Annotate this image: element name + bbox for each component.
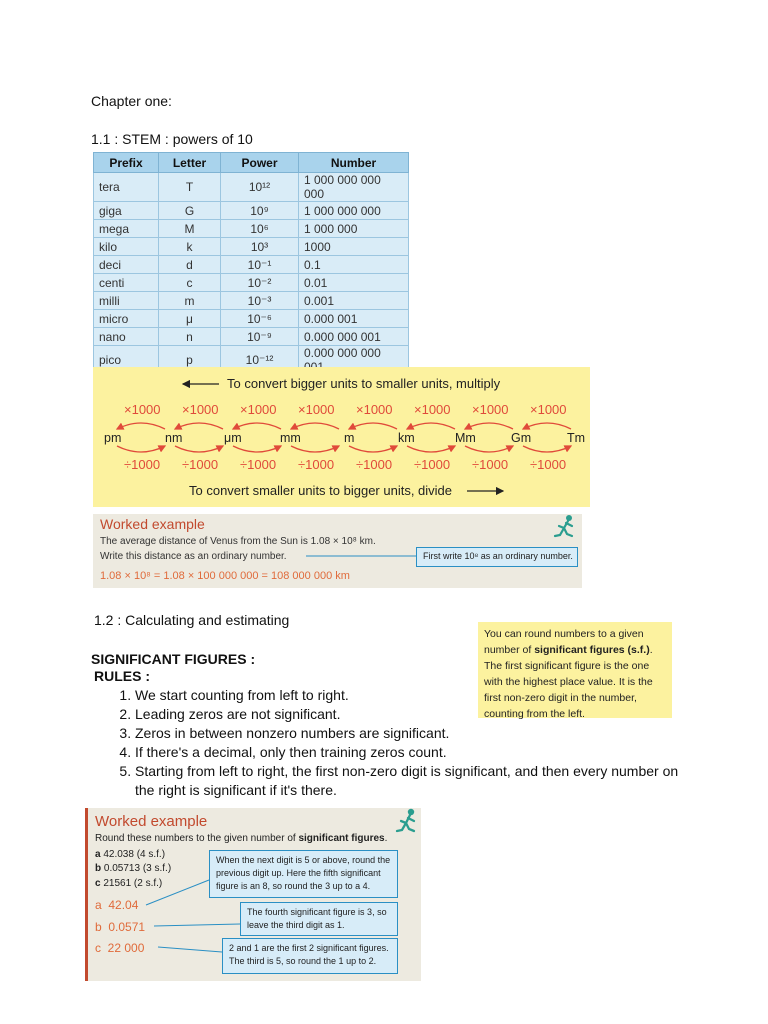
cell-number: 0.001 xyxy=(299,292,409,310)
multiply-label: ×1000 xyxy=(414,402,451,417)
cell-prefix: deci xyxy=(94,256,159,274)
unit-label: m xyxy=(344,431,355,445)
cell-letter: G xyxy=(159,202,221,220)
cell-power: 10⁹ xyxy=(221,202,299,220)
cell-prefix: tera xyxy=(94,173,159,202)
cell-number: 0.000 000 000 xyxy=(299,346,409,375)
worked-example-2 xyxy=(85,808,421,981)
cell-letter: d xyxy=(159,256,221,274)
question-text: 0.05713 (3 s.f.) xyxy=(103,863,172,874)
divide-arc-icon xyxy=(175,446,223,452)
divide-label: ÷1000 xyxy=(124,457,161,472)
cell-number: 0.000 000 001 xyxy=(299,328,409,346)
cell-prefix: milli xyxy=(94,292,159,310)
cell-number: 0.01 xyxy=(299,274,409,292)
worked-example-line-2: Write this distance as an ordinary number. xyxy=(100,551,287,562)
cell-power: 10⁻³ xyxy=(221,292,299,310)
divide-label: ÷1000 xyxy=(530,457,567,472)
divide-arc-icon xyxy=(407,446,455,452)
answer-letter: b xyxy=(95,920,102,934)
divide-arc-icon xyxy=(291,446,339,452)
divide-instruction: To convert smaller units to bigger units, divide xyxy=(189,483,453,498)
multiply-arc-icon xyxy=(523,423,571,429)
divide-arc-icon xyxy=(117,446,165,452)
cell-power: 10³ xyxy=(221,238,299,256)
worked-example-title: Worked example xyxy=(100,516,205,532)
list-item: 5. Starting from left to right, the first non-zero digit is significant, and then every number on the right is significant if it's there. xyxy=(135,762,695,800)
header-power: Power xyxy=(221,153,299,173)
divide-arc-icon xyxy=(465,446,513,452)
list-item: 3. Zeros in between nonzero numbers are significant. xyxy=(135,724,695,743)
section-1-title: 1.1 : STEM : powers of 10 xyxy=(91,131,253,147)
cell-letter: T xyxy=(159,173,221,202)
unit-label: Gm xyxy=(511,431,532,445)
cell-prefix: kilo xyxy=(94,238,159,256)
table-row xyxy=(94,173,409,202)
question-letter: b xyxy=(95,863,102,874)
cell-power: 10⁻¹² xyxy=(221,346,299,375)
cell-number: 0.000 001 xyxy=(299,310,409,328)
cell-prefix: mega xyxy=(94,220,159,238)
header-letter: Letter xyxy=(159,153,221,173)
multiply-label: ×1000 xyxy=(124,402,161,417)
rounding-callout: 2 and 1 are the first 2 significant figures. The third is 5, so round the 1 up to 2. xyxy=(222,938,398,974)
multiply-arc-icon xyxy=(349,423,397,429)
table-row xyxy=(94,310,409,328)
divide-label: ÷1000 xyxy=(240,457,277,472)
cell-power: 10⁻⁶ xyxy=(221,310,299,328)
question-letter: c xyxy=(95,878,101,889)
cell-power: 10⁻² xyxy=(221,274,299,292)
cell-prefix: micro xyxy=(94,310,159,328)
unit-label: Tm xyxy=(567,431,586,445)
worked-example-answer: 1.08 × 10⁸ = 1.08 × 100 000 000 = 108 000 000 km xyxy=(100,570,350,582)
multiply-label: ×1000 xyxy=(298,402,335,417)
question-text: 21561 (2 s.f.) xyxy=(103,878,163,889)
list-item: 2. Leading zeros are not significant. xyxy=(135,705,695,724)
question-text: 42.038 (4 s.f.) xyxy=(103,849,166,860)
multiply-arc-icon xyxy=(175,423,223,429)
divide-label: ÷1000 xyxy=(182,457,219,472)
answer-letter: a xyxy=(95,898,102,912)
note-text-end: . The first significant figure is the one with the highest place value. It is the first non-zero digit in the number, counting from the left. xyxy=(484,644,653,720)
cell-number: 1 000 000 000 000 xyxy=(299,173,409,202)
cell-letter: μ xyxy=(159,310,221,328)
cell-number: 0.1 xyxy=(299,256,409,274)
cell-prefix: centi xyxy=(94,274,159,292)
table-row xyxy=(94,220,409,238)
worked-example-1 xyxy=(93,514,582,588)
header-number: Number xyxy=(299,153,409,173)
answer-text: 22 000 xyxy=(107,941,145,955)
table-row xyxy=(94,256,409,274)
note-bold-text: significant figures (s.f.) xyxy=(534,644,650,656)
cell-power: 10¹² xyxy=(221,173,299,202)
divide-arc-icon xyxy=(523,446,571,452)
divide-label: ÷1000 xyxy=(414,457,451,472)
table-row xyxy=(94,292,409,310)
cell-prefix: giga xyxy=(94,202,159,220)
section-2-title: 1.2 : Calculating and estimating xyxy=(94,612,290,628)
sigfig-heading: SIGNIFICANT FIGURES : xyxy=(91,651,256,667)
cell-power: 10⁻¹ xyxy=(221,256,299,274)
multiply-label: ×1000 xyxy=(530,402,567,417)
cell-number: 1 000 000 xyxy=(299,220,409,238)
list-item: 1. We start counting from left to right. xyxy=(135,686,695,705)
rules-heading: RULES : xyxy=(94,668,150,684)
unit-label: nm xyxy=(165,431,183,445)
cell-prefix: pico xyxy=(94,346,159,375)
note-text: You can round numbers to a given number of xyxy=(484,628,644,656)
unit-label: pm xyxy=(104,431,122,445)
divide-label: ÷1000 xyxy=(356,457,393,472)
answer-text: 0.0571 xyxy=(108,920,146,934)
multiply-arc-icon xyxy=(407,423,455,429)
rules-list xyxy=(113,686,695,800)
table-row xyxy=(94,328,409,346)
unit-label: mm xyxy=(280,431,301,445)
multiply-label: ×1000 xyxy=(240,402,277,417)
unit-label: Mm xyxy=(455,431,476,445)
answer-letter: c xyxy=(95,941,101,955)
cell-prefix: nano xyxy=(94,328,159,346)
cell-letter: m xyxy=(159,292,221,310)
cell-number: 1 000 000 000 xyxy=(299,202,409,220)
multiply-label: ×1000 xyxy=(472,402,509,417)
unit-label: km xyxy=(398,431,415,445)
intro-bold: significant figures xyxy=(298,833,385,844)
unit-label: μm xyxy=(224,431,242,445)
cell-letter: n xyxy=(159,328,221,346)
table-row xyxy=(94,274,409,292)
cell-letter: M xyxy=(159,220,221,238)
table-row xyxy=(94,238,409,256)
cell-letter: p xyxy=(159,346,221,375)
intro-text: Round these numbers to the given number of xyxy=(95,833,299,844)
rounding-callout: The fourth significant figure is 3, so leave the third digit as 1. xyxy=(240,902,398,936)
intro-end: . xyxy=(384,833,388,844)
multiply-arc-icon xyxy=(291,423,339,429)
worked-example-title: Worked example xyxy=(95,813,208,830)
chapter-title: Chapter one: xyxy=(91,93,172,109)
list-item: 4. If there's a decimal, only then training zeros count. xyxy=(135,743,695,762)
worked-example-callout: First write 10⁸ as an ordinary number. xyxy=(416,547,578,567)
multiply-arc-icon xyxy=(465,423,513,429)
prefix-table xyxy=(93,152,409,375)
divide-arc-icon xyxy=(233,446,281,452)
cell-number: 1000 xyxy=(299,238,409,256)
divide-label: ÷1000 xyxy=(298,457,335,472)
worked-example-line-1: The average distance of Venus from the Sun is 1.08 × 10⁸ km. xyxy=(100,536,376,547)
table-row xyxy=(94,202,409,220)
multiply-label: ×1000 xyxy=(182,402,219,417)
multiply-label: ×1000 xyxy=(356,402,393,417)
multiply-arc-icon xyxy=(233,423,281,429)
answer-text: 42.04 xyxy=(108,898,139,912)
header-prefix: Prefix xyxy=(94,153,159,173)
table-header-row xyxy=(94,153,409,173)
multiply-instruction: To convert bigger units to smaller units, multiply xyxy=(227,376,501,391)
cell-power: 10⁻⁹ xyxy=(221,328,299,346)
divide-arc-icon xyxy=(349,446,397,452)
question-letter: a xyxy=(95,849,101,860)
unit-conversion-panel xyxy=(93,367,590,507)
divide-label: ÷1000 xyxy=(472,457,509,472)
cell-power: 10⁶ xyxy=(221,220,299,238)
cell-letter: c xyxy=(159,274,221,292)
rounding-callout: When the next digit is 5 or above, round the previous digit up. Here the fifth significant figure is an 8, so round the 3 up to a 4. xyxy=(209,850,398,898)
cell-letter: k xyxy=(159,238,221,256)
multiply-arc-icon xyxy=(117,423,165,429)
